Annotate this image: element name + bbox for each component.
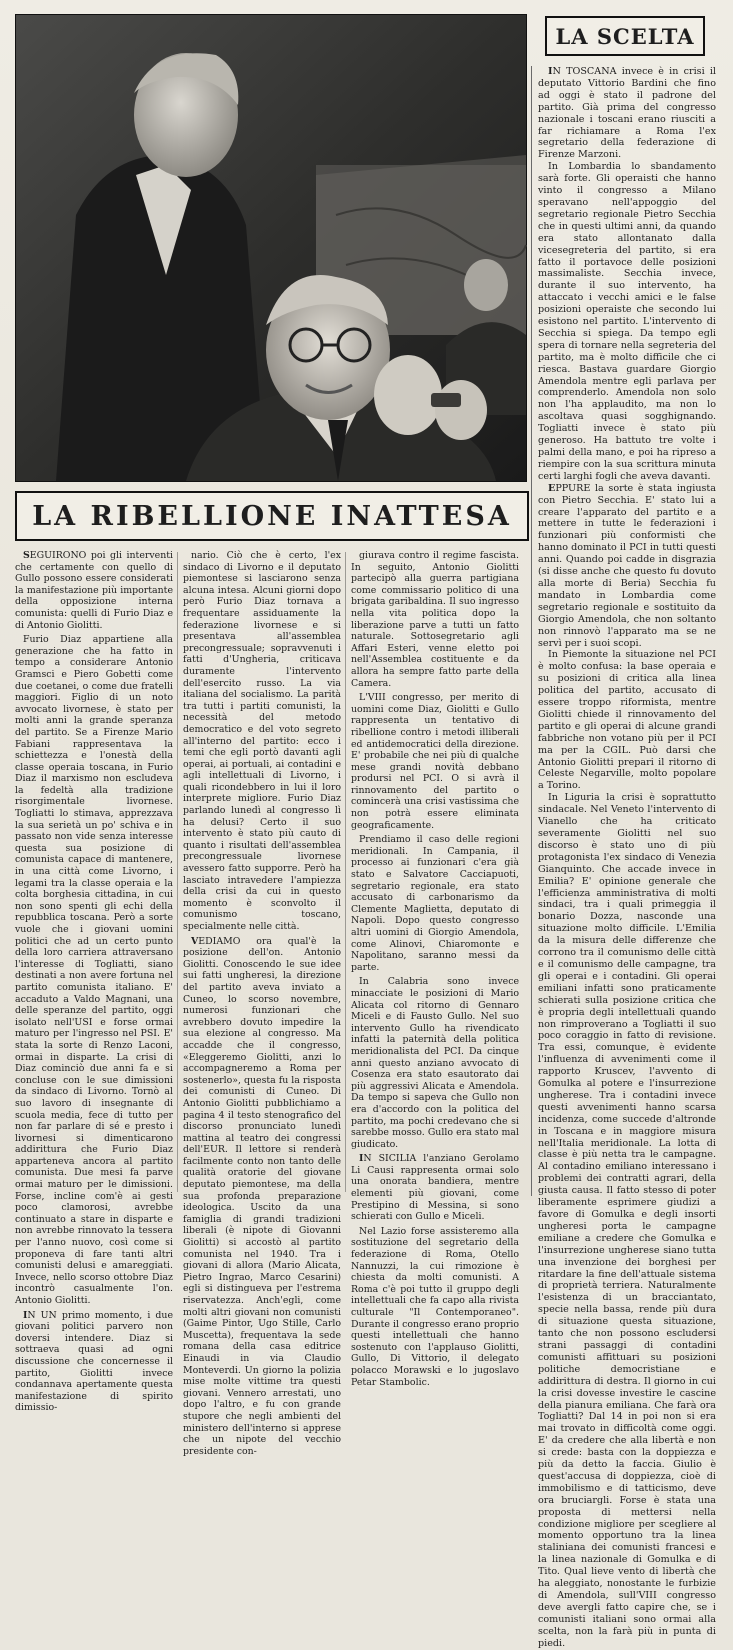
article-column-2 — [183, 550, 341, 1457]
column-gutter — [177, 552, 178, 1192]
article-column-3 — [351, 550, 519, 1388]
section-title-box — [545, 16, 705, 56]
paragraph: In Piemonte la situazione nel PCI è molto confusa: la base operaia e su posizioni di critica alla linea politica del partito, accusato di essere troppo riformista, mentre Giolitti chiede il rinnovamento del partito e gli operai di alcune grandi fabbriche non votano più per il PCI ma per la CGIL. Può darsi che Antonio Giolitti prepari il ritorno di Celeste Negarville, molto popolare a Torino. — [538, 649, 716, 792]
paragraph: Furio Diaz appartiene alla generazione che ha fatto in tempo a considerare Antonio Gramsci e Piero Gobetti come due coetanei, o come due fratelli maggiori. Figlio di un noto avvocato livornese, è stato per molti anni la grande speranza del partito. Se a Firenze Mario Fabiani rappresentava la schiettezza e l'onestà della classe operaia toscana, in Furio Diaz il marxismo non escludeva la fedeltà alla tradizione risorgimentale livornese. Togliatti lo stimava, apprezzava la sua serietà un po' schiva e in passato non vide senza interesse questa sua posizione di comunista capace di mantenere, in una città come Livorno, i legami tra la classe operaia e la colta borghesia cittadina, in cui non sono spenti gli echi della repubblica toscana. Però a sorte vuole che i giovani uomini politici che ad un certo punto della loro carriera attraversano l'interesse di Togliatti, siano destinati a non avere fortuna nel partito comunista italiano. E' accaduto a Valdo Magnani, una delle speranze del partito, oggi isolato nell'USI e forse ormai maturo per l'ingresso nel PSI. E' stata la sorte di Renzo Laconi, ormai in disparte. La crisi di Diaz cominciò due anni fa e si concluse con le sue dimissioni da sindaco di Livorno. Tornò al suo lavoro di insegnante di scuola media, fece di tutto per non far parlare di sé e presto i livornesi si dimenticarono addirittura che Furio Diaz apparteneva ancora al partito comunista. Due mesi fa parve ormai maturo per le dimissioni. Forse, incline com'è ai gesti poco clamorosi, avrebbe continuato a stare in disparte e non avrebbe rinnovato la tessera per l'anno nuovo, così come si proponeva di fare tanti altri comunisti delusi e amareggiati. Invece, nello scorso ottobre Diaz incontrò casualmente l'on. Antonio Giolitti. — [15, 634, 173, 1306]
paragraph: IN TOSCANA invece è in crisi il deputato Vittorio Bardini che fino ad oggi è stato il padrone del partito. Già prima del congresso nazionale i toscani erano riusciti a far richiamare a Roma l'ex segretario della federazione di Firenze Marzoni. — [538, 66, 716, 161]
paragraph: giurava contro il regime fascista. In seguito, Antonio Giolitti partecipò alla guerra partigiana come commissario politico di una brigata garibaldina. Il suo ingresso nella vita politica dopo la liberazione parve a tutti un fatto naturale. Sottosegretario agli Affari Esteri, venne eletto poi nell'Assemblea costituente e da allora ha sempre fatto parte della Camera. — [351, 550, 519, 689]
headline-box — [15, 491, 529, 541]
column-gutter — [345, 552, 346, 1192]
paragraph: Prendiamo il caso delle regioni meridionali. In Campania, il processo ai funzionari c'era già stato e Salvatore Cacciapuoti, segretario regionale, era stato accusato di carbonarismo da Clemente Maglietta, deputato di Napoli. Dopo questo congresso altri uomini di Giorgio Amendola, come Alinovi, Chiaromonte e Napolitano, saranno messi da parte. — [351, 834, 519, 973]
congress-photo — [15, 14, 527, 482]
article-column-1 — [15, 550, 173, 1414]
section-title: LA SCELTA — [555, 23, 695, 49]
paragraph: In Liguria la crisi è soprattutto sindacale. Nel Veneto l'intervento di Vianello che ha criticato severamente Giolitti nel suo discorso è stato uno di più protagonista l'ex sindaco di Venezia Gianquinto. Che accade invece in Emilia? E' opinione generale che l'efficienza amministrativa di molti sindaci, tra i quali primeggia il bonario Dozza, nasconde una situazione molto difficile. L'Emilia da la misura delle differenze che corrono tra il comunismo delle città e il comunismo delle campagne, tra gli operai e i contadini. Gli operai emiliani infatti sono praticamente schierati sulla posizione critica che è propria degli intellettuali quando non rimproverano a Togliatti il suo poco coraggio in fatto di revisione. Tra essi, comunque, è evidente l'influenza di avvenimenti come il rapporto Kruscev, l'avvento di Gomulka al potere e l'insurrezione ungherese. Tra i contadini invece questi avvenimenti hanno scarsa incidenza, come succede d'altronde in Toscana e in maggiore misura nell'Italia meridionale. La lotta di classe è più netta tra le campagne. Al contadino emiliano interessano i problemi dei contratti agrari, della giusta causa. Il fatto stesso di poter liberamente esprimere giudizi a favore di Gomulka e degli insorti ungheresi porta le campagne emiliane a credere che Gomulka e l'insurrezione ungherese siano tutta una invenzione dei borghesi per ritardare la fine dell'attuale sistema di proprietà terriera. Naturalmente l'esistenza di un bracciantato, specie nella bassa, rende più dura di situazione questa situazione, tanto che non possono escludersi strani passaggi di contadini comunisti affittuari su posizioni politiche democristiane e addirittura di destra. Il giorno in cui la crisi dovesse investire le cascine della pianura emiliana. Che farà ora Togliatti? Dal 14 in poi non si era mai trovato in difficoltà come oggi. E' da credere che alla libertà e non si crede: basta con la doppiezza e più da detto la faccia. Giulio è quest'accusa di doppiezza, cioè di immobilismo e di tatticismo, deve ora bruciargli. Forse è stata una proposta di mettersi nella condizione migliore per scegliere al momento opportuno tra la linea staliniana dei comunisti francesi e la linea nazionale di Gomulka e di Tito. Qual lieve vento di libertà che ha aleggiato, nonostante le furbizie di Amendola, sull'VIII congresso deve avergli fatto capire che, se i comunisti italiani sono ormai alla scelta, non la farà più in punta di piedi. — [538, 792, 716, 1649]
paragraph: Nel Lazio forse assisteremo alla sostituzione del segretario della federazione di Roma, Otello Nannuzzi, la cui rimozione è chiesta da molti comunisti. A Roma c'è poi tutto il gruppo degli intellettuali che fa capo alla rivista culturale "Il Contemporaneo". Durante il congresso erano proprio questi intellettuali che hanno sostenuto con l'applauso Giolitti, Gullo, Di Vittorio, il delegato polacco Morawski e lo jugoslavo Petar Stambolic. — [351, 1225, 519, 1388]
paragraph: L'VIII congresso, per merito di uomini come Diaz, Giolitti e Gullo rappresenta un tentativo di ribellione contro i metodi illiberali ed antidemocratici della direzione. E' probabile che nei più di qualche mese grandi novità debbano prodursi nel PCI. O si avrà il rinnovamento del partito o comincerà una crisi vastissima che non potrà essere eliminata geograficamente. — [351, 692, 519, 831]
paragraph: SEGUIRONO poi gli interventi che certamente con quello di Gullo possono essere considerati la manifestazione più importante della opposizione interna comunista: quelli di Furio Diaz e di Antonio Giolitti. — [15, 550, 173, 631]
column-divider — [531, 66, 532, 1196]
photo-illustration — [16, 15, 526, 481]
paragraph: IN SICILIA l'anziano Gerolamo Li Causi rappresenta ormai solo una onorata bandiera, mentre elementi più giovani, come Prestipino di Messina, si sono schierati con Gullo e Miceli. — [351, 1153, 519, 1223]
paragraph: VEDIAMO ora qual'è la posizione dell'on. Antonio Giolitti. Conoscendo le sue idee sui fatti ungheresi, la direzione del partito aveva inviato a Cuneo, lo scorso novembre, numerosi funzionari che avrebbero dovuto impedire la sua elezione al congresso. Ma accadde che il congresso, «Eleggeremo Giolitti, anzi lo accompagneremo a Roma per sostenerlo», questa fu la risposta dei comunisti di Cuneo. Di Antonio Giolitti pubblichiamo a pagina 4 il testo stenografico del discorso pronunciato lunedì mattina al teatro dei congressi dell'EUR. Il lettore si renderà facilmente conto non tanto delle qualità oratorie del giovane deputato piemontese, ma della sua profonda preparazione ideologica. Uscito da una famiglia di grandi tradizioni liberali (è nipote di Giovanni Giolitti) si accostò al partito comunista nel 1940. Tra i giovani di allora (Mario Alicata, Pietro Ingrao, Marco Cesarini) egli si distingueva per l'estrema riservatezza. Anch'egli, come molti altri giovani non comunisti (Gaime Pintor, Ugo Stille, Carlo Muscetta), frequentava la sede romana della casa editrice Einaudi in via Claudio Monteverdi. Un giorno la polizia mise molte vittime tra questi giovani. Vennero arrestati, uno dopo l'altro, e fu con grande stupore che negli ambienti del ministero dell'interno si apprese che un nipote del vecchio presidente con- — [183, 935, 341, 1457]
paragraph: IN UN primo momento, i due giovani politici parvero non doversi intendere. Diaz si sottraeva quasi ad ogni discussione che concernesse il partito, Giolitti invece condannava apertamente questa manifestazione di spirito dimissio- — [15, 1309, 173, 1414]
right-column-text — [538, 66, 716, 1649]
paragraph: nario. Ciò che è certo, l'ex sindaco di Livorno e il deputato piemontese si lasciarono senza alcuna intesa. Alcuni giorni dopo però Furio Diaz tornava a frequentare assiduamente la federazione livornese e si presentava all'assemblea precongressuale; sopravvenuti i fatti d'Ungheria, criticava duramente l'intervento dell'esercito russo. La via italiana del socialismo. La parità tra tutti i partiti comunisti, la necessità del metodo democratico e del voto segreto all'interno del partito: ecco i temi che egli portò davanti agli operai, ai portuali, ai contadini e agli intellettuali di Livorno, i quali ricondebbero in lui il loro interprete migliore. Furio Diaz parlando lunedì al congresso lì ha delusi? Certo il suo intervento è stato più cauto di quanto i risultati dell'assemblea precongressuale livornese avessero fatto supporre. Però ha lasciato intravedere l'ampiezza della crisi da cui in questo momento è sconvolto il comunismo toscano, specialmente nelle città. — [183, 550, 341, 932]
paragraph: In Calabria sono invece minacciate le posizioni di Mario Alicata col ritorno di Gennaro Miceli e di Fausto Gullo. Nel suo intervento Gullo ha rivendicato infatti la paternità della politica meridionalista del PCI. Da cinque anni questo anziano avvocato di Cosenza era stato esautorato dai più aggressivi Alicata e Amendola. Da tempo si sapeva che Gullo non era d'accordo con la politica del partito, ma pochi credevano che si sarebbe mosso. Gullo era stato mal giudicato. — [351, 976, 519, 1150]
headline: LA RIBELLIONE INATTESA — [32, 500, 512, 532]
paragraph: EPPURE la sorte è stata ingiusta con Pietro Secchia. E' stato lui a creare l'apparato del partito e a mettere in tutte le federazioni i funzionari più conformisti che hanno dominato il PCI in tutti questi anni. Quando poi cadde in disgrazia (si disse anche che questo fu dovuto alla morte di Beria) Secchia fu mandato in Lombardia come segretario regionale e sostituito da Giorgio Amendola, che non soltanto non rinnovò l'apparato ma se ne servì per i suoi scopi. — [538, 482, 716, 649]
paragraph: In Lombardia lo sbandamento sarà forte. Gli operaisti che hanno vinto il congresso a Milano speravano nell'appoggio del segretario regionale Pietro Secchia che in questi ultimi anni, da quando era stato allontanato dalla vicesegreteria del partito, si era fatto il portavoce delle posizioni massimaliste. Secchia invece, durante il suo intervento, ha attaccato i vecchi amici e le false posizioni operaiste che secondo lui esistono nel partito. L'intervento di Secchia si spiega. Da tempo egli spera di tornare nella segreteria del partito, ma è molto difficile che ci riesca. Bastava guardare Giorgio Amendola mentre egli parlava per comprenderlo. Amendola non solo non l'ha applaudito, ma non lo ascoltava quasi sogghignando. Togliatti invece è stato più generoso. Ha battuto tre volte i palmi della mano, e poi ha ripreso a riempire con la sua scrittura minuta certi larghi fogli che aveva davanti. — [538, 161, 716, 482]
